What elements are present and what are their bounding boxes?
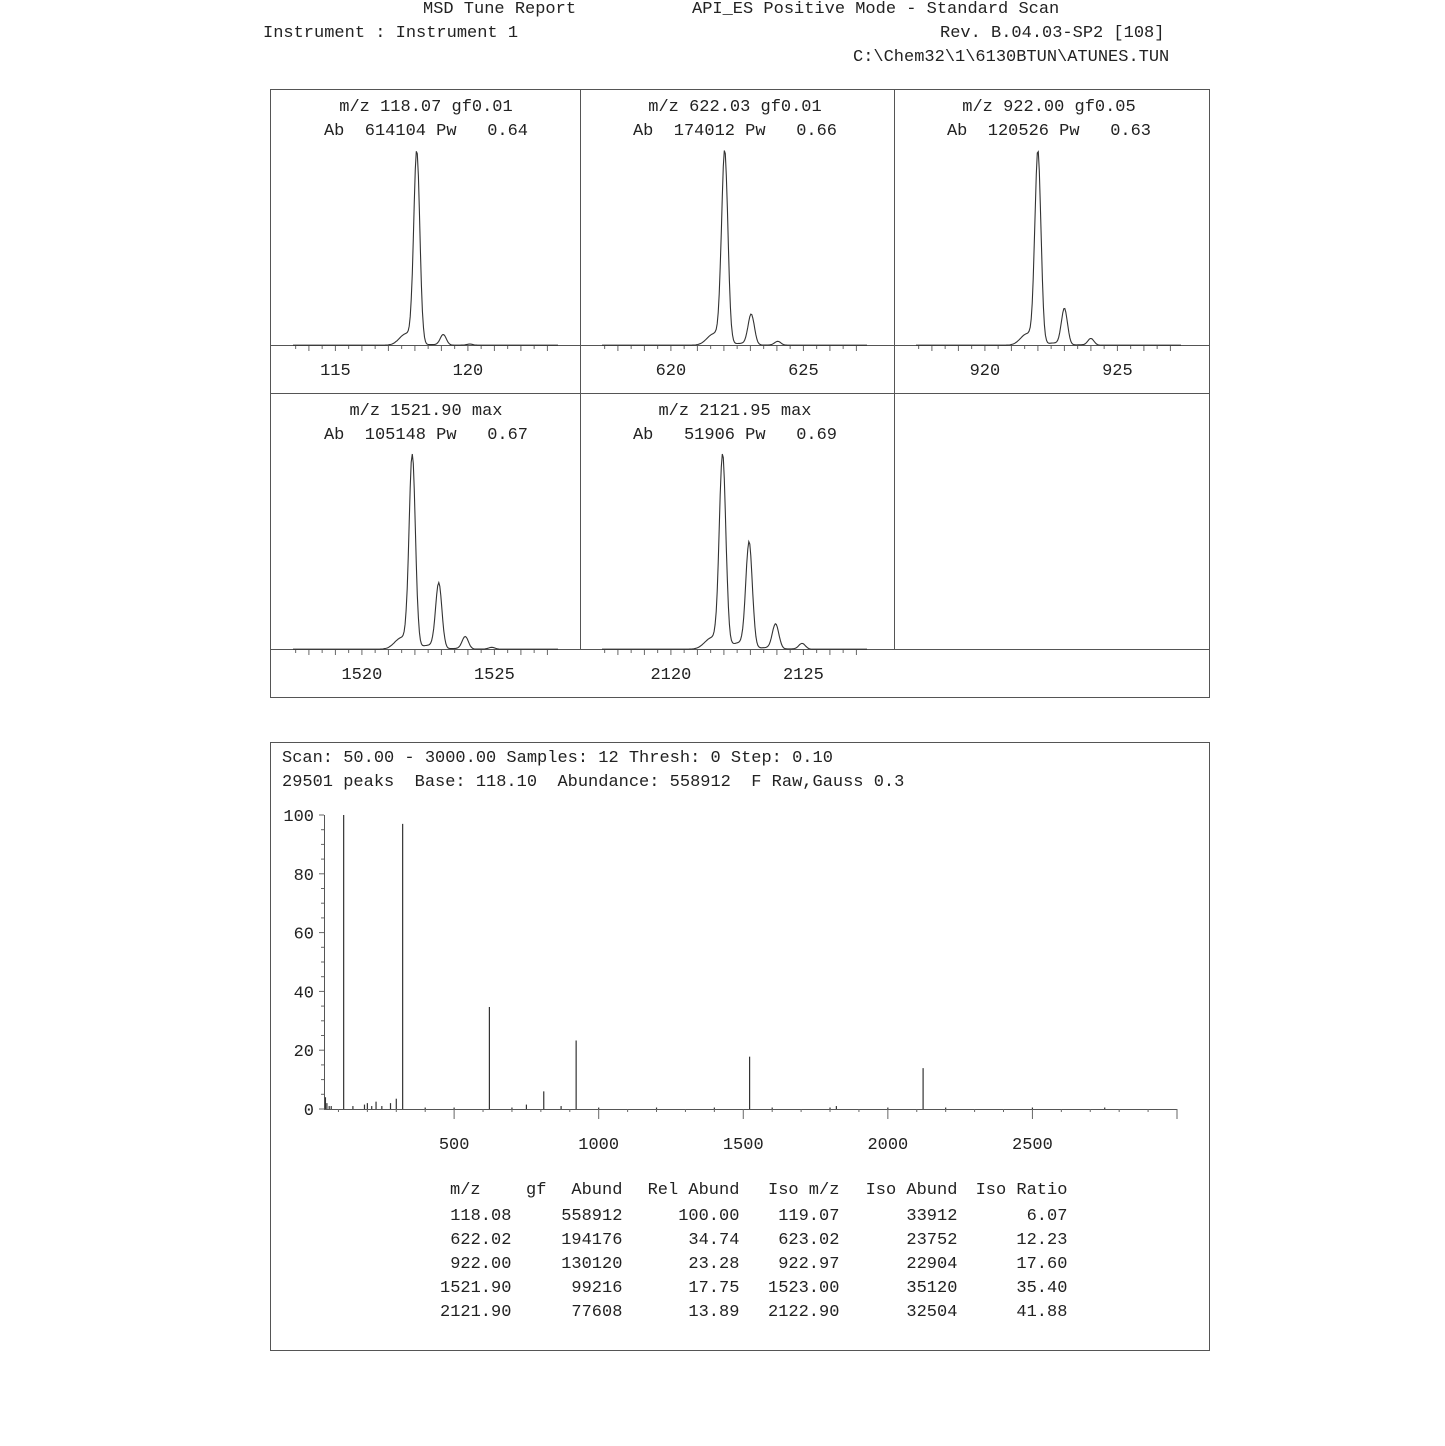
- table-cell: 35.40: [1016, 1278, 1068, 1298]
- col-abund: Abund: [571, 1180, 623, 1200]
- table-cell: 41.88: [1016, 1302, 1068, 1322]
- table-cell: 33912: [906, 1206, 958, 1226]
- table-cell: 77608: [571, 1302, 623, 1322]
- y-tick-label: 60: [293, 925, 314, 945]
- table-cell: 2122.90: [768, 1302, 840, 1322]
- peak-title: m/z 118.07 gf0.01: [339, 98, 513, 117]
- x-tick-label: 115: [320, 362, 351, 381]
- table-cell: 17.60: [1016, 1254, 1068, 1274]
- x-tick-label: 1525: [473, 666, 515, 685]
- x-tick-label: 925: [1102, 362, 1133, 381]
- peak-profile-line: [602, 454, 867, 649]
- col-rel-abund: Rel Abund: [647, 1180, 740, 1200]
- instrument-name: Instrument : Instrument 1: [263, 24, 519, 43]
- peak-profile-line: [293, 454, 558, 649]
- y-tick-label: 100: [283, 808, 314, 827]
- table-cell: 23752: [906, 1230, 958, 1250]
- peak-subtitle: Ab 174012 Pw 0.66: [632, 122, 838, 141]
- table-cell: 12.23: [1016, 1230, 1068, 1250]
- peak-profile-line: [916, 152, 1181, 346]
- table-cell: 13.89: [688, 1302, 740, 1322]
- table-row: [440, 1252, 1067, 1276]
- table-cell: 6.07: [1026, 1206, 1068, 1226]
- x-tick-label: 500: [438, 1136, 470, 1155]
- table-cell: [511, 1276, 546, 1300]
- x-tick-label: 120: [452, 362, 484, 381]
- table-cell: 32504: [906, 1302, 958, 1322]
- col-iso-ratio: Iso Ratio: [975, 1180, 1068, 1200]
- scan-mode: API_ES Positive Mode - Standard Scan: [692, 0, 1060, 19]
- tune-peak-panel: [916, 98, 1181, 381]
- tune-results-table: [440, 1180, 1067, 1324]
- x-tick-label: 2120: [650, 666, 692, 685]
- table-cell: 2121.90: [440, 1302, 512, 1322]
- col-iso-mz: Iso m/z: [768, 1180, 840, 1200]
- table-cell: 118.08: [450, 1206, 512, 1226]
- x-tick-label: 2500: [1012, 1136, 1053, 1155]
- table-row: [440, 1276, 1067, 1300]
- col-mz: m/z: [450, 1180, 481, 1200]
- scan-parameters: Scan: 50.00 - 3000.00 Samples: 12 Thresh: 0 Step: 0.10: [282, 749, 833, 768]
- table-cell: 22904: [906, 1254, 958, 1274]
- y-tick-label: 0: [303, 1102, 314, 1121]
- table-row: [440, 1300, 1067, 1324]
- table-cell: 1523.00: [768, 1278, 840, 1298]
- tune-file-path: C:\Chem32\1\6130BTUN\ATUNES.TUN: [853, 48, 1170, 67]
- peak-subtitle: Ab 105148 Pw 0.67: [323, 426, 529, 445]
- table-cell: 194176: [561, 1230, 623, 1250]
- x-tick-label: 2125: [782, 666, 824, 685]
- tune-peaks-chart: [271, 90, 1209, 697]
- table-cell: 23.28: [688, 1254, 740, 1274]
- x-tick-label: 2000: [867, 1136, 909, 1155]
- table-cell: [511, 1204, 546, 1228]
- x-tick-label: 620: [655, 362, 687, 381]
- col-iso-abund: Iso Abund: [865, 1180, 958, 1200]
- table-cell: 35120: [906, 1278, 958, 1298]
- y-tick-label: 40: [293, 984, 314, 1004]
- table-row: [440, 1204, 1067, 1228]
- table-row: [440, 1228, 1067, 1252]
- tune-peak-panel: [293, 98, 558, 381]
- table-cell: 100.00: [678, 1206, 740, 1226]
- table-cell: 922.97: [778, 1254, 840, 1274]
- scan-summary: 29501 peaks Base: 118.10 Abundance: 558912 F Raw,Gauss 0.3: [282, 773, 905, 792]
- full-scan-spectrum: [271, 793, 1209, 1213]
- table-cell: 34.74: [688, 1230, 740, 1250]
- peak-title: m/z 1521.90 max: [349, 402, 503, 421]
- peak-subtitle: Ab 614104 Pw 0.64: [323, 122, 529, 141]
- table-cell: 130120: [561, 1254, 623, 1274]
- table-cell: 1521.90: [440, 1278, 512, 1298]
- tune-peak-panel: [293, 402, 558, 685]
- software-revision: Rev. B.04.03-SP2 [108]: [940, 24, 1165, 43]
- table-cell: 922.00: [450, 1254, 512, 1274]
- x-tick-label: 920: [969, 362, 1001, 381]
- y-tick-label: 80: [293, 866, 314, 886]
- y-tick-label: 20: [293, 1043, 314, 1063]
- table-cell: 119.07: [778, 1206, 840, 1226]
- peak-title: m/z 2121.95 max: [658, 402, 812, 421]
- tune-peak-panel: [602, 98, 867, 381]
- table-cell: [511, 1300, 546, 1324]
- table-cell: 622.02: [450, 1230, 512, 1250]
- x-tick-label: 1500: [722, 1136, 764, 1155]
- tune-peak-panel: [602, 402, 867, 685]
- table-cell: 623.02: [778, 1230, 840, 1250]
- table-cell: [511, 1228, 546, 1252]
- tune-peaks-panel: [270, 89, 1210, 698]
- peak-profile-line: [602, 151, 867, 346]
- peak-title: m/z 622.03 gf0.01: [648, 98, 822, 117]
- table-cell: 17.75: [688, 1278, 740, 1298]
- x-tick-label: 1520: [341, 666, 383, 685]
- x-tick-label: 1000: [578, 1136, 620, 1155]
- peak-profile-line: [293, 151, 558, 345]
- report-title: MSD Tune Report: [423, 0, 577, 19]
- table-cell: 99216: [571, 1278, 623, 1298]
- x-tick-label: 625: [788, 362, 819, 381]
- table-cell: [511, 1252, 546, 1276]
- table-cell: 558912: [561, 1206, 623, 1226]
- col-gf: gf: [526, 1180, 547, 1200]
- table-header-row: [440, 1180, 1067, 1204]
- peak-subtitle: Ab 120526 Pw 0.63: [946, 122, 1152, 141]
- peak-title: m/z 922.00 gf0.05: [962, 98, 1136, 117]
- peak-subtitle: Ab 51906 Pw 0.69: [632, 426, 838, 445]
